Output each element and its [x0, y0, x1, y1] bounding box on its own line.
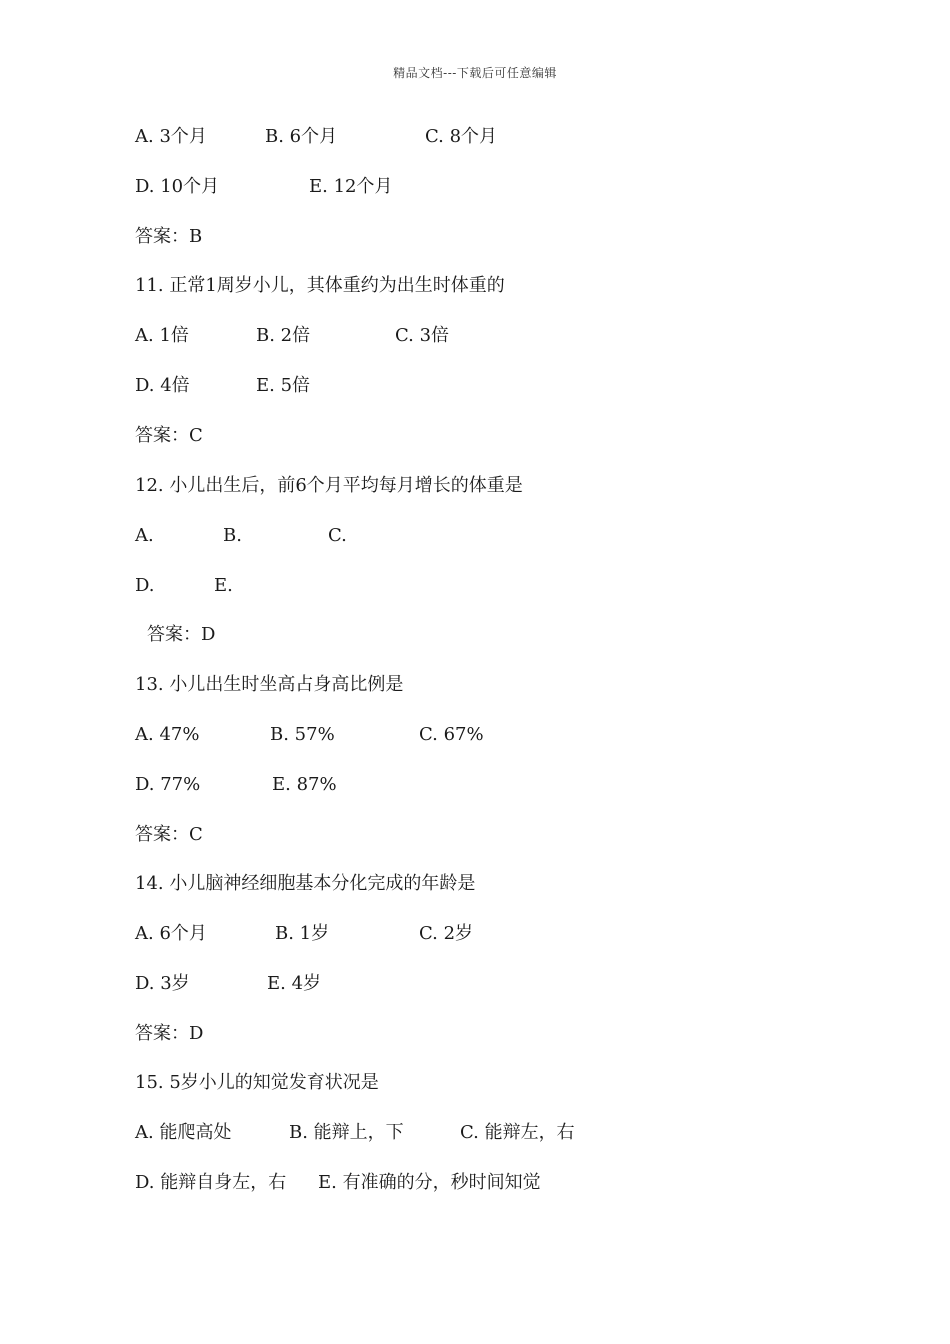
- q12-option-a: A.: [135, 525, 154, 546]
- q11-option-b: B. 2倍: [256, 325, 311, 346]
- q15-question: 15. 5岁小儿的知觉发育状况是: [135, 1072, 379, 1093]
- q10-option-d: D. 10个月: [135, 176, 220, 197]
- q12-answer: 答案：D: [147, 624, 216, 645]
- q14-question: 14. 小儿脑神经细胞基本分化完成的年龄是: [135, 873, 476, 894]
- q11-option-d: D. 4倍: [135, 375, 190, 396]
- q10-option-e: E. 12个月: [309, 176, 393, 197]
- q13-option-c: C. 67%: [419, 724, 484, 745]
- page-header: 精品文档---下载后可任意编辑: [393, 66, 557, 80]
- q10-option-a: A. 3个月: [135, 126, 207, 147]
- q14-option-c: C. 2岁: [419, 923, 474, 944]
- q14-option-e: E. 4岁: [267, 973, 322, 994]
- q14-option-d: D. 3岁: [135, 973, 190, 994]
- q13-question: 13. 小儿出生时坐高占身高比例是: [135, 674, 404, 695]
- q15-option-e: E. 有准确的分，秒时间知觉: [318, 1172, 541, 1193]
- q10-answer: 答案：B: [135, 226, 203, 247]
- q12-option-c: C.: [328, 525, 347, 546]
- q12-question: 12. 小儿出生后，前6个月平均每月增长的体重是: [135, 475, 523, 496]
- q13-answer: 答案：C: [135, 824, 203, 845]
- q15-option-c: C. 能辩左，右: [460, 1122, 575, 1143]
- q14-answer: 答案：D: [135, 1023, 204, 1044]
- q13-option-e: E. 87%: [272, 774, 337, 795]
- q12-option-e: E.: [214, 575, 233, 596]
- q13-option-b: B. 57%: [270, 724, 335, 745]
- q10-option-c: C. 8个月: [425, 126, 498, 147]
- q11-option-c: C. 3倍: [395, 325, 450, 346]
- q11-question: 11. 正常1周岁小儿，其体重约为出生时体重的: [135, 275, 505, 296]
- q12-option-b: B.: [223, 525, 242, 546]
- q14-option-b: B. 1岁: [275, 923, 330, 944]
- q15-option-b: B. 能辩上，下: [289, 1122, 404, 1143]
- q13-option-a: A. 47%: [135, 724, 200, 745]
- q11-option-a: A. 1倍: [135, 325, 189, 346]
- q11-answer: 答案：C: [135, 425, 203, 446]
- q15-option-d: D. 能辩自身左，右: [135, 1172, 287, 1193]
- q12-option-d: D.: [135, 575, 155, 596]
- q15-option-a: A. 能爬高处: [135, 1122, 232, 1143]
- q10-option-b: B. 6个月: [265, 126, 338, 147]
- q11-option-e: E. 5倍: [256, 375, 311, 396]
- q13-option-d: D. 77%: [135, 774, 201, 795]
- q14-option-a: A. 6个月: [135, 923, 207, 944]
